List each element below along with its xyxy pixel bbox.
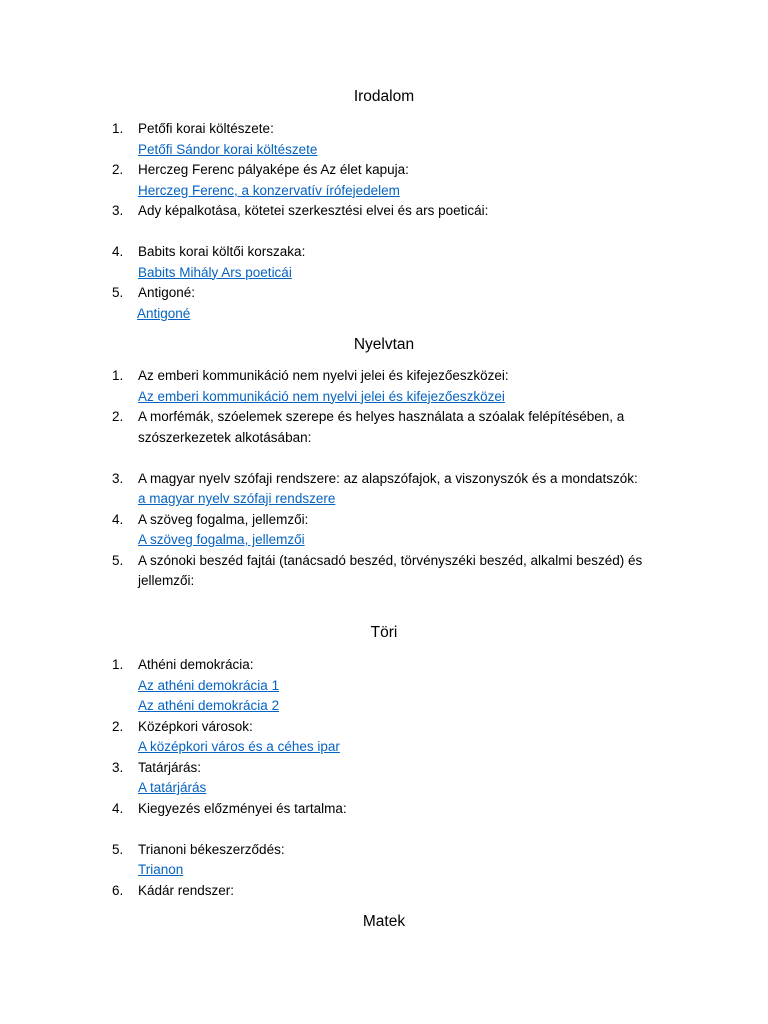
irodalom-list <box>0 119 768 324</box>
item-text-continued: szószerkezetek alkotásában: <box>138 429 312 445</box>
item-number: 2. <box>112 718 124 734</box>
link-kozepkori-varos[interactable]: A középkori város és a céhes ipar <box>138 739 340 754</box>
item-text: Középkori városok: <box>138 718 253 734</box>
item-number: 3. <box>112 470 124 486</box>
list-item <box>0 840 768 881</box>
list-item <box>0 119 768 160</box>
link-tatarjaras[interactable]: A tatárjárás <box>138 780 207 795</box>
list-item <box>0 881 768 902</box>
item-number: 2. <box>112 162 124 177</box>
item-text: A magyar nyelv szófaji rendszere: az alapszófajok, a viszonyszók és a mondatszók: <box>138 470 638 486</box>
item-text: Herczeg Ferenc pályaképe és Az élet kapuja: <box>138 162 409 177</box>
item-text: Kiegyezés előzményei és tartalma: <box>138 800 347 816</box>
list-item <box>0 407 768 469</box>
section-heading-nyelvtan: Nyelvtan <box>353 336 415 353</box>
link-antigone[interactable]: Antigoné <box>137 305 191 321</box>
list-item <box>0 242 768 283</box>
item-text: Ady képalkotása, kötetei szerkesztési elvei és ars poeticái: <box>138 203 489 218</box>
list-item <box>0 201 768 242</box>
item-text: A szónoki beszéd fajtái (tanácsadó beszéd, törvényszéki beszéd, alkalmi beszéd) és <box>138 552 643 568</box>
list-item <box>0 655 768 717</box>
link-szoveg-fogalma[interactable]: A szöveg fogalma, jellemzői <box>138 532 305 547</box>
section-heading-matek: Matek <box>362 913 406 930</box>
list-item <box>0 551 768 592</box>
list-item <box>0 469 768 510</box>
item-number: 5. <box>112 841 124 857</box>
link-babits[interactable]: Babits Mihály Ars poeticái <box>138 264 292 280</box>
item-number: 4. <box>112 511 124 527</box>
item-text-continued: jellemzői: <box>138 573 195 588</box>
nyelvtan-list <box>0 366 768 592</box>
link-trianon[interactable]: Trianon <box>138 862 184 877</box>
item-text: Trianoni békeszerződés: <box>138 841 285 857</box>
item-number: 5. <box>112 285 124 300</box>
item-text: Kádár rendszer: <box>138 882 235 898</box>
item-number: 2. <box>112 409 124 424</box>
list-item <box>0 366 768 407</box>
section-heading-irodalom: Irodalom <box>353 88 415 105</box>
tori-list <box>0 655 768 901</box>
link-atheni-2[interactable]: Az athéni demokrácia 2 <box>138 698 280 713</box>
link-petofi[interactable]: Petőfi Sándor korai költészete <box>138 141 318 157</box>
link-herczeg[interactable]: Herczeg Ferenc, a konzervatív írófejedelem <box>138 182 400 198</box>
list-item <box>0 283 768 324</box>
item-number: 4. <box>112 244 124 259</box>
item-text: Antigoné: <box>138 285 196 300</box>
item-number: 1. <box>112 657 124 672</box>
list-item <box>0 510 768 551</box>
item-number: 6. <box>112 882 124 898</box>
item-text: Athéni demokrácia: <box>138 657 254 672</box>
item-number: 3. <box>112 203 124 218</box>
item-text: Babits korai költői korszaka: <box>138 244 306 259</box>
link-szofaji-rendszer[interactable]: a magyar nyelv szófaji rendszere <box>138 491 336 506</box>
item-text: Petőfi korai költészete: <box>138 121 274 136</box>
link-atheni-1[interactable]: Az athéni demokrácia 1 <box>138 677 280 693</box>
item-text: Tatárjárás: <box>138 759 202 775</box>
item-number: 3. <box>112 759 124 775</box>
item-text: A szöveg fogalma, jellemzői: <box>138 511 309 527</box>
item-text: A morfémák, szóelemek szerepe és helyes használata a szóalak felépítésében, a <box>138 409 625 424</box>
item-number: 1. <box>112 121 124 136</box>
list-item <box>0 160 768 201</box>
list-item <box>0 758 768 799</box>
item-number: 4. <box>112 800 124 816</box>
link-kommunikacio[interactable]: Az emberi kommunikáció nem nyelvi jelei és kifejezőeszközei <box>138 388 505 404</box>
item-text: Az emberi kommunikáció nem nyelvi jelei és kifejezőeszközei: <box>138 368 509 383</box>
item-number: 1. <box>112 368 124 383</box>
item-number: 5. <box>112 552 124 568</box>
list-item <box>0 717 768 758</box>
list-item <box>0 799 768 840</box>
section-heading-tori: Töri <box>370 624 398 641</box>
